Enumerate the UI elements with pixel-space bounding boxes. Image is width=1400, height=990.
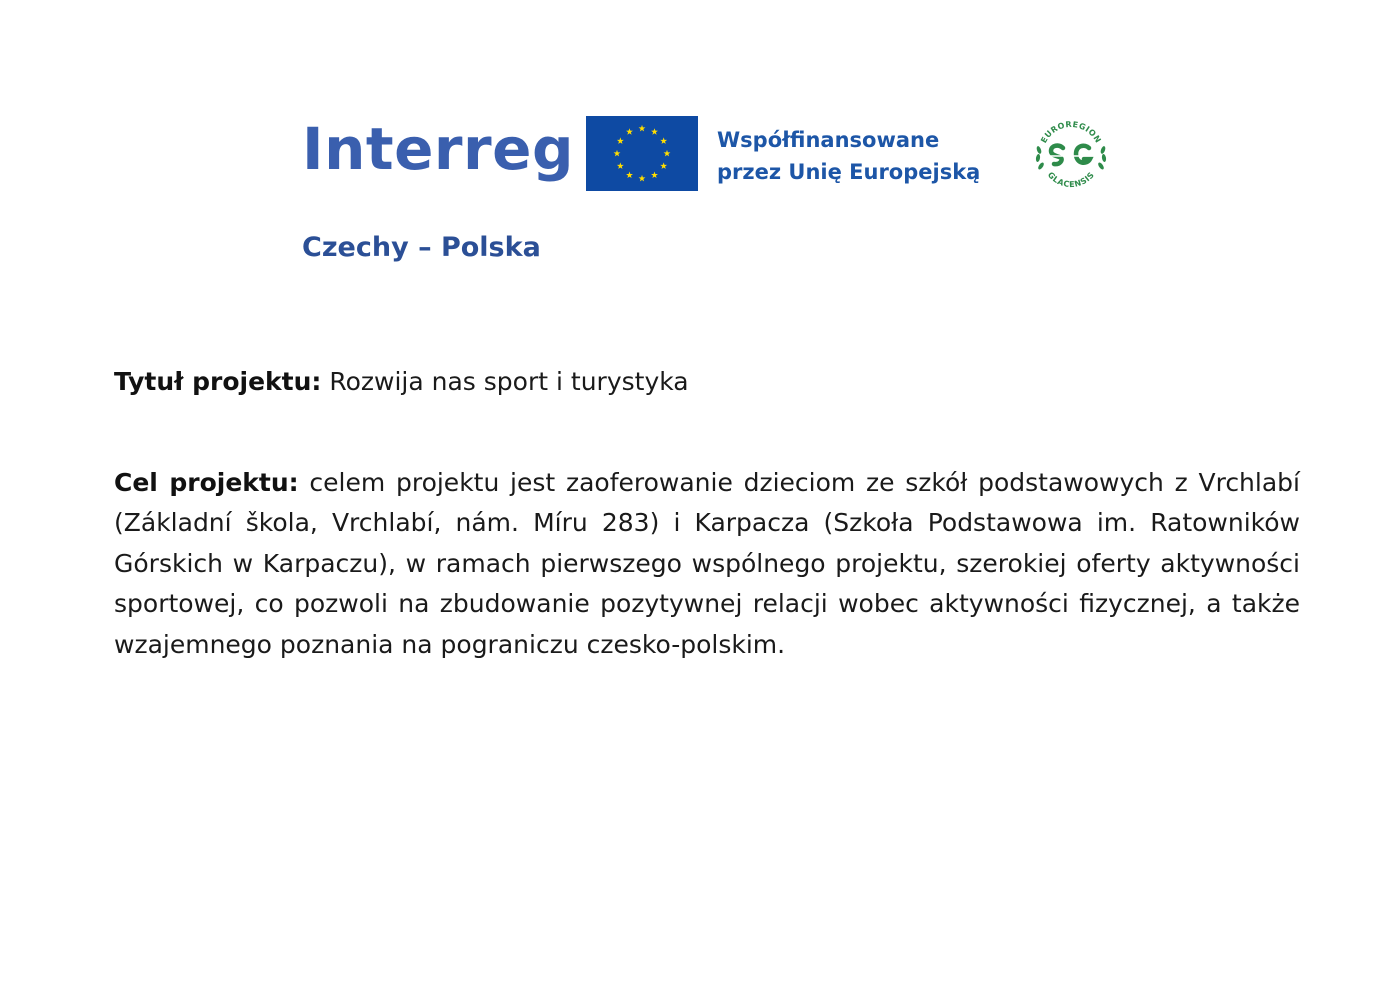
project-goal-label: Cel projektu: <box>114 467 299 497</box>
eu-star-icon <box>617 137 624 144</box>
project-title-value: Rozwija nas sport i turystyka <box>329 367 689 396</box>
eu-star-icon <box>639 125 646 132</box>
program-region-label: Czechy – Polska <box>302 232 541 263</box>
cofinancing-line-2: przez Unię Europejską <box>717 160 981 184</box>
project-goal-paragraph <box>114 463 1300 666</box>
eu-cofinancing-text <box>717 124 980 188</box>
euroregion-top-text: EUROREGION <box>1039 119 1103 145</box>
euroregion-bottom-text: GLACENSIS <box>1045 170 1097 190</box>
eu-flag-icon <box>586 116 698 191</box>
eu-star-icon <box>639 175 646 182</box>
project-title-line <box>114 362 1300 403</box>
project-title-label: Tytuł projektu: <box>114 367 322 396</box>
eu-star-icon <box>626 172 633 179</box>
eu-star-icon <box>617 162 624 169</box>
eu-star-icon <box>651 128 658 135</box>
eu-star-icon <box>660 162 667 169</box>
eu-star-icon <box>626 128 633 135</box>
eu-star-icon <box>664 150 671 157</box>
logo-header <box>300 112 1130 282</box>
eu-star-icon <box>651 172 658 179</box>
eu-star-icon <box>660 137 667 144</box>
project-description <box>114 362 1300 665</box>
project-goal-value: celem projektu jest zaoferowanie dzieciom ze szkół podstawowych z Vrchlabí (Základní škola, Vrchlabí, nám. Míru 283) i Karpacza (Szkoła Podstawowa im. Ratowników Górskich w Karpaczu), w ramach pierwszego wspólnego projektu, szerokiej oferty aktywności sportowej, co pozwoli na zbudowanie pozytywnej relacji wobec aktywności fizycznej, a także wzajemnego poznania na pograniczu czesko-polskim. <box>114 467 1300 659</box>
cofinancing-line-1: Współfinansowane <box>717 128 940 152</box>
eu-star-icon <box>614 150 621 157</box>
interreg-logo-text: Interreg <box>302 115 574 183</box>
euroregion-glacensis-logo <box>1030 114 1112 196</box>
